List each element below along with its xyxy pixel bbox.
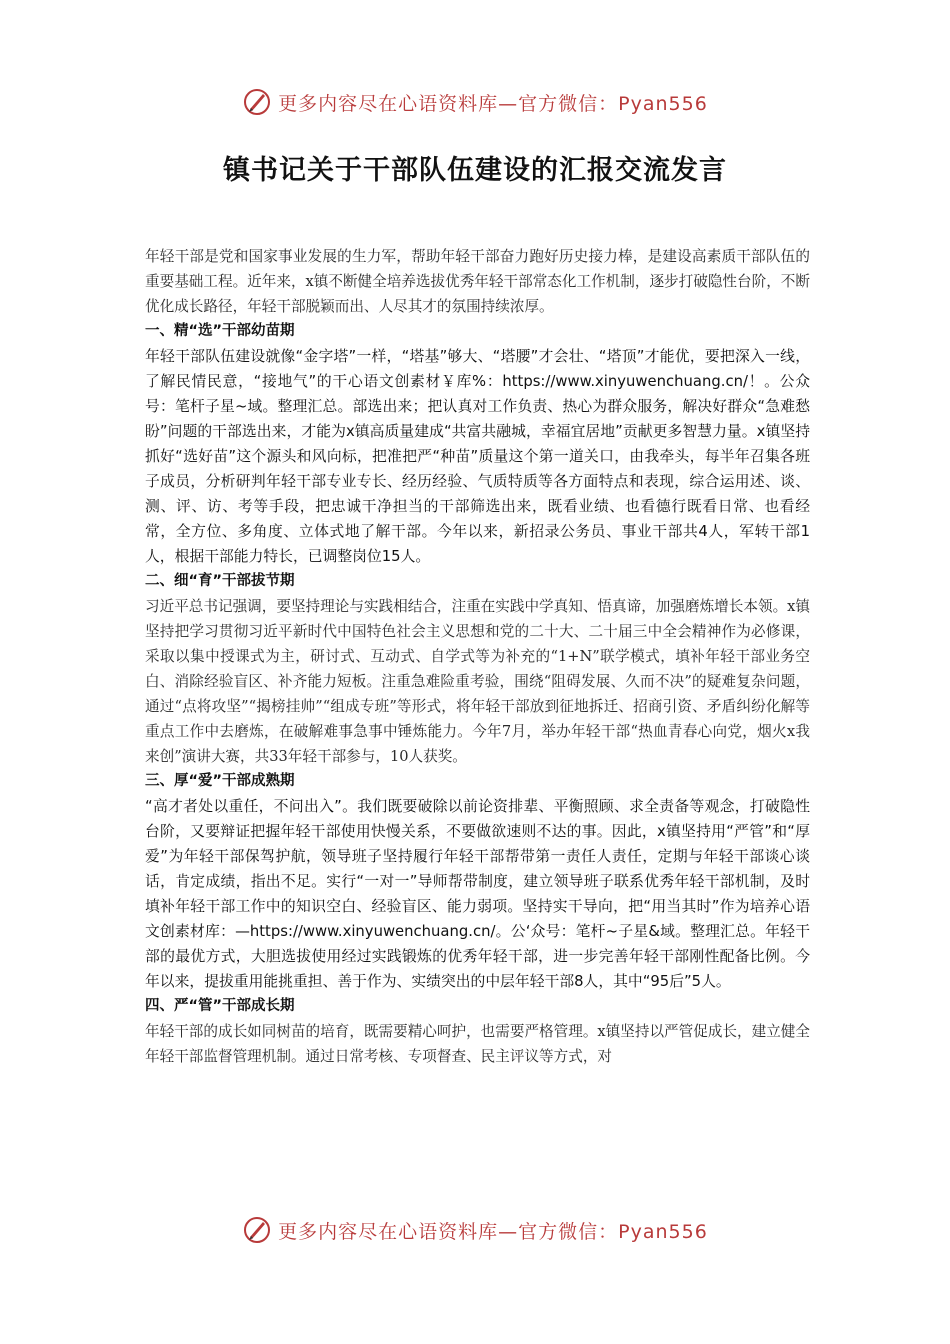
quill-pen-logo-icon	[242, 1215, 272, 1245]
quill-pen-logo-icon	[242, 87, 272, 117]
section-heading-1: 一、精“选”干部幼苗期	[145, 323, 295, 339]
watermark-text: 更多内容尽在心语资料库—官方微信：Pyan556	[278, 92, 708, 115]
footer-watermark-banner	[0, 1212, 950, 1248]
document-title: 镇书记关于干部队伍建设的汇报交流发言	[223, 155, 727, 186]
section-heading-4: 四、严“管”干部成长期	[145, 998, 295, 1014]
document-body	[145, 244, 810, 1069]
section-body-1: 年轻干部队伍建设就像“金字塔”一样，“塔基”够大、“塔腰”才会壮、“塔顶”才能优，要把深入一线，了解民情民意，“接地气”的干心语文创素材￥库%：https://www.xinyuwenchuang.cn/！。公众号：笔杆子星~域。整理汇总。部选出来；把认真对工作负责、热心为群众服务，解决好群众“急难愁盼”问题的干部选出来，才能为x镇高质量建成“共富共融城，幸福宜居地”贡献更多智慧力量。x镇坚持抓好“选好苗”这个源头和风向标，把准把严“种苗”质量这个第一道关口，由我牵头，每半年召集各班子成员，分析研判年轻干部专业专长、经历经验、气质特质等各方面特点和表现，综合运用述、谈、测、评、访、考等手段，把忠诚干净担当的干部筛选出来，既看业绩、也看德行既看日常、也看经常，全方位、多角度、立体式地了解干部。今年以来，新招录公务员、事业干部共4人，军转干部1人，根据干部能力特长，已调整岗位15人。	[145, 348, 810, 565]
section-body-2: 习近平总书记强调，要坚持理论与实践相结合，注重在实践中学真知、悟真谛，加强磨炼增长本领。x镇坚持把学习贯彻习近平新时代中国特色社会主义思想和党的二十大、二十届三中全会精神作为必修课，采取以集中授课式为主，研讨式、互动式、自学式等为补充的“1+N”联学模式，填补年轻干部业务空白、消除经验盲区、补齐能力短板。注重急难险重考验，围绕“阻碍发展、久而不决”的疑难复杂问题，通过“点将攻坚”“揭榜挂帅”“组成专班”等形式，将年轻干部放到征地拆迁、招商引资、矛盾纠纷化解等重点工作中去磨炼，在破解难事急事中锤炼能力。今年7月，举办年轻干部“热血青春心向党，烟火x我来创”演讲大赛，共33年轻干部参与，10人获奖。	[145, 598, 810, 765]
section-body-4: 年轻干部的成长如同树苗的培育，既需要精心呵护，也需要严格管理。x镇坚持以严管促成长，建立健全年轻干部监督管理机制。通过日常考核、专项督查、民主评议等方式，对	[145, 1023, 810, 1065]
section-heading-2: 二、细“育”干部拔节期	[145, 573, 295, 589]
section-body-3: “高才者处以重任，不问出入”。我们既要破除以前论资排辈、平衡照顾、求全责备等观念，打破隐性台阶，又要辩证把握年轻干部使用快慢关系，不要做欲速则不达的事。因此，x镇坚持用“严管”和“厚爱”为年轻干部保驾护航，领导班子坚持履行年轻干部帮带第一责任人责任，定期与年轻干部谈心谈话，肯定成绩，指出不足。实行“一对一”导师帮带制度，建立领导班子联系优秀年轻干部机制，及时填补年轻干部工作中的知识空白、经验盲区、能力弱项。坚持实干导向，把“用当其时”作为培养心语文创素材库：—https://www.xinyuwenchuang.cn/。公‘众号：笔杆~子星&域。整理汇总。年轻干部的最优方式，大胆选拔使用经过实践锻炼的优秀年轻干部，进一步完善年轻干部刚性配备比例。今年以来，提拔重用能挑重担、善于作为、实绩突出的中层年轻干部8人，其中“95后”5人。	[145, 798, 810, 990]
section-heading-3: 三、厚“爱”干部成熟期	[145, 773, 295, 789]
header-watermark-banner	[0, 84, 950, 120]
intro-paragraph: 年轻干部是党和国家事业发展的生力军，帮助年轻干部奋力跑好历史接力棒，是建设高素质干部队伍的重要基础工程。近年来，x镇不断健全培养选拔优秀年轻干部常态化工作机制，逐步打破隐性台阶，不断优化成长路径，年轻干部脱颖而出、人尽其才的氛围持续浓厚。	[145, 248, 810, 315]
watermark-text: 更多内容尽在心语资料库—官方微信：Pyan556	[278, 1220, 708, 1243]
